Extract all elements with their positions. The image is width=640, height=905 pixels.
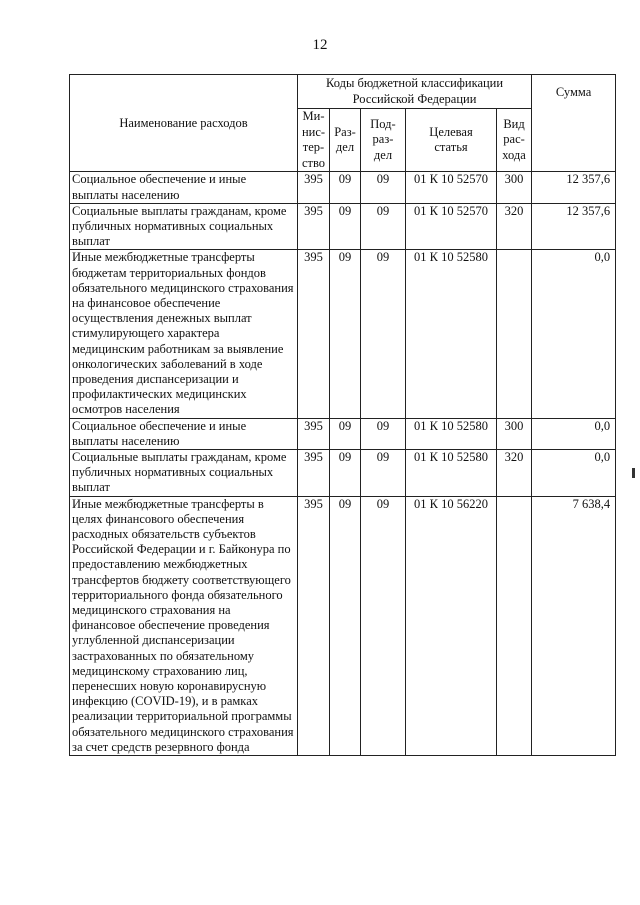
- row-ministry: 395: [298, 203, 330, 250]
- row-name: Иные межбюджетные трансферты в целях финансового обеспечения расходных обязательств субъектов Российской Федерации и г. Байконура по предоставлению межбюджетных трансфертов бюджету соответствующего территориального фонда обязательного медицинского страхования на финансовое обеспечение проведения углубленной диспансеризации застрахованных по обязательному медицинскому страхованию лиц, перенесших новую коронавирусную инфекцию (COVID-19), и в рамках реализации территориальной программы обязательного медицинского страхования за счет средств резервного фонда: [70, 496, 298, 755]
- row-name: Иные межбюджетные трансферты бюджетам территориальных фондов обязательного медицинского страхования на финансовое обеспечение осуществления денежных выплат стимулирующего характера медицинским работникам за выявление онкологических заболеваний в ходе проведения диспансеризации и профилактических медицинских осмотров населения: [70, 250, 298, 418]
- row-target: 01 К 10 52580: [406, 250, 497, 418]
- row-name: Социальные выплаты гражданам, кроме публичных нормативных социальных выплат: [70, 203, 298, 250]
- header-codes: Коды бюджетной классификации Российской Федерации: [298, 75, 532, 109]
- table-row: [70, 203, 616, 250]
- row-ministry: 395: [298, 418, 330, 449]
- budget-table: [69, 74, 616, 756]
- table-row: [70, 496, 616, 755]
- row-name: Социальное обеспечение и иные выплаты населению: [70, 418, 298, 449]
- header-sum: Сумма: [532, 75, 616, 109]
- row-subsection: 09: [361, 418, 406, 449]
- row-type: 320: [497, 203, 532, 250]
- row-target: 01 К 10 52570: [406, 203, 497, 250]
- row-subsection: 09: [361, 203, 406, 250]
- row-type: 300: [497, 172, 532, 203]
- row-sum: 12 357,6: [532, 203, 616, 250]
- header-sum-blank: [532, 109, 616, 172]
- row-section: 09: [330, 203, 361, 250]
- margin-mark: [632, 468, 635, 478]
- row-target: 01 К 10 52580: [406, 418, 497, 449]
- row-ministry: 395: [298, 172, 330, 203]
- header-expense-type: Вид рас- хода: [497, 109, 532, 172]
- row-subsection: 09: [361, 450, 406, 497]
- header-section: Раз- дел: [330, 109, 361, 172]
- row-sum: 7 638,4: [532, 496, 616, 755]
- row-target: 01 К 10 52580: [406, 450, 497, 497]
- table-row: [70, 250, 616, 418]
- row-section: 09: [330, 250, 361, 418]
- table-row: [70, 418, 616, 449]
- row-ministry: 395: [298, 250, 330, 418]
- header-ministry: Ми- нис- тер- ство: [298, 109, 330, 172]
- row-subsection: 09: [361, 496, 406, 755]
- row-name: Социальное обеспечение и иные выплаты населению: [70, 172, 298, 203]
- page-number: 12: [312, 37, 328, 53]
- row-section: 09: [330, 450, 361, 497]
- header-subsection: Под- раз- дел: [361, 109, 406, 172]
- row-ministry: 395: [298, 496, 330, 755]
- table-row: [70, 450, 616, 497]
- header-target: Целевая статья: [406, 109, 497, 172]
- header-name: Наименование расходов: [70, 75, 298, 172]
- row-section: 09: [330, 496, 361, 755]
- row-type: [497, 250, 532, 418]
- row-target: 01 К 10 56220: [406, 496, 497, 755]
- row-sum: 0,0: [532, 450, 616, 497]
- row-subsection: 09: [361, 250, 406, 418]
- row-type: [497, 496, 532, 755]
- row-section: 09: [330, 418, 361, 449]
- row-name: Социальные выплаты гражданам, кроме публичных нормативных социальных выплат: [70, 450, 298, 497]
- row-sum: 0,0: [532, 418, 616, 449]
- row-type: 320: [497, 450, 532, 497]
- row-type: 300: [497, 418, 532, 449]
- table-row: [70, 172, 616, 203]
- row-sum: 0,0: [532, 250, 616, 418]
- row-section: 09: [330, 172, 361, 203]
- row-subsection: 09: [361, 172, 406, 203]
- row-ministry: 395: [298, 450, 330, 497]
- row-sum: 12 357,6: [532, 172, 616, 203]
- row-target: 01 К 10 52570: [406, 172, 497, 203]
